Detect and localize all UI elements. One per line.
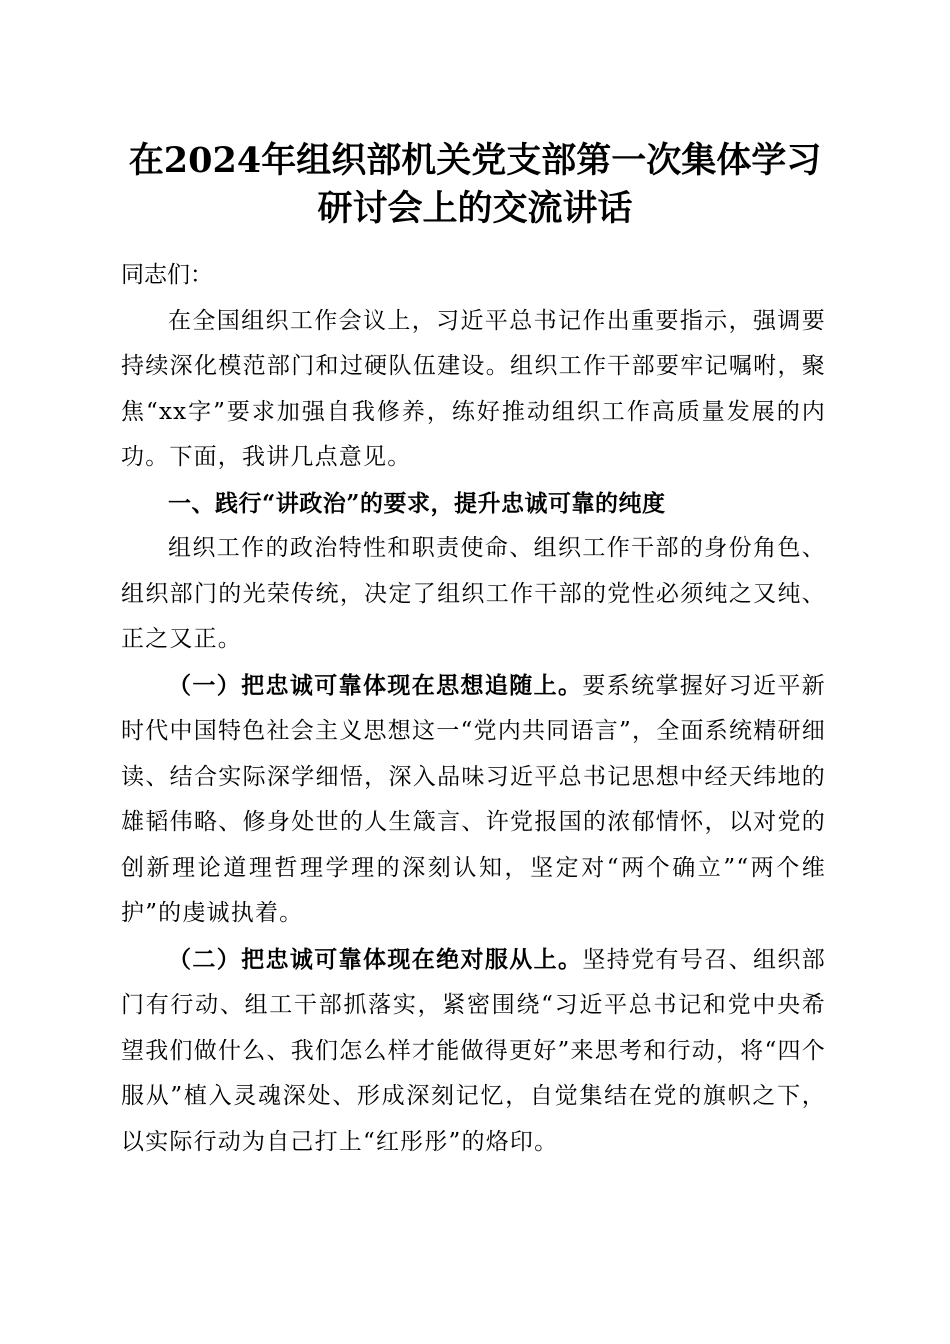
section-1-heading: 一、践行“讲政治”的要求，提升忠诚可靠的纯度 (168, 489, 666, 517)
point-2-lead: （二）把忠诚可靠体现在绝对服从上。 (168, 945, 583, 973)
point-1-paragraph (121, 663, 826, 937)
salutation: 同志们： (121, 262, 213, 288)
point-1-lead: （一）把忠诚可靠体现在思想追随上。 (168, 671, 583, 699)
point-2-text: 坚持党有号召、组织部门有行动、组工干部抓落实，紧密围绕“习近平总书记和党中央希望我们做什么、我们怎么样才能做得更好”来思考和行动，将“四个服从”植入灵魂深处、形成深刻记忆，自觉集结在党的旗帜之下，以实际行动为自己打上“红彤彤”的烙印。 (121, 946, 826, 1155)
intro-paragraph: 在全国组织工作会议上，习近平总书记作出重要指示，强调要持续深化模范部门和过硬队伍建设。组织工作干部要牢记嘱咐，聚焦“xx字”要求加强自我修养，练好推动组织工作高质量发展的内功。下面，我讲几点意见。 (121, 307, 826, 470)
document-title (100, 137, 850, 233)
document-body (121, 253, 826, 1165)
title-line-1: 在2024年组织部机关党支部第一次集体学习 (128, 140, 822, 181)
point-1-text: 要系统掌握好习近平新时代中国特色社会主义思想这一“党内共同语言”，全面系统精研细读、结合实际深学细悟，深入品味习近平总书记思想中经天纬地的雄韬伟略、修身处世的人生箴言、许党报国的浓郁情怀，以对党的创新理论道理哲理学理的深刻认知，坚定对“两个确立”“两个维护”的虔诚执着。 (121, 672, 826, 926)
section-1-intro-paragraph: 组织工作的政治特性和职责使命、组织工作干部的身份角色、组织部门的光荣传统，决定了组织工作干部的党性必须纯之又纯、正之又正。 (121, 535, 826, 652)
title-line-2: 研讨会上的交流讲话 (317, 188, 633, 229)
point-2-paragraph (121, 937, 826, 1166)
